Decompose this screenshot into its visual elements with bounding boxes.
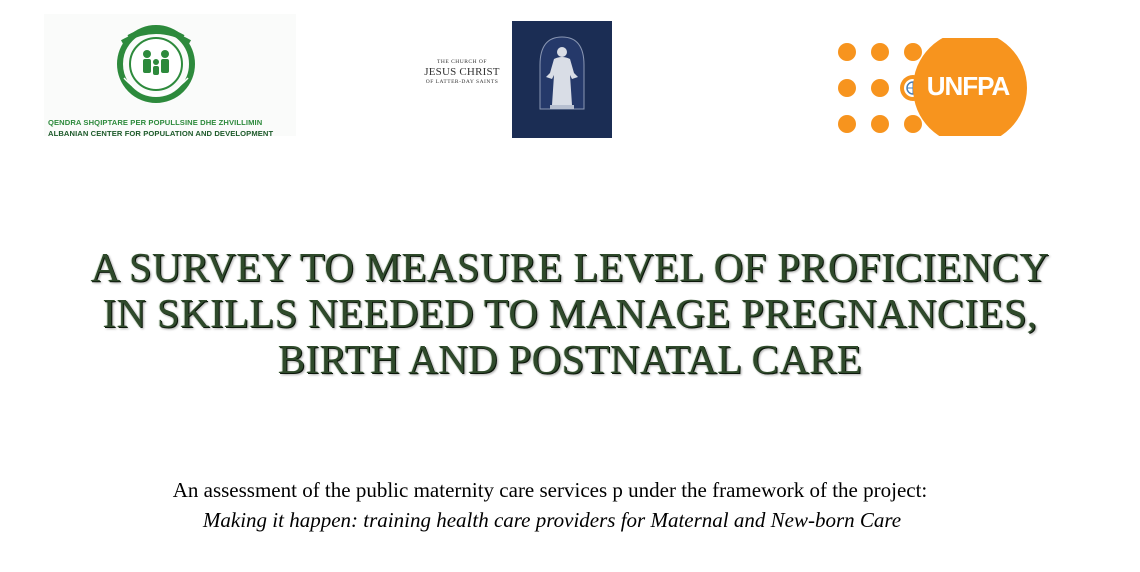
acpd-logo	[44, 14, 296, 136]
church-wordmark	[414, 58, 510, 86]
title-line-2: IN SKILLS NEEDED TO MANAGE PREGNANCIES,	[102, 290, 1038, 336]
church-line-bottom: OF LATTER-DAY SAINTS	[425, 79, 499, 85]
church-line-main: JESUS CHRIST	[424, 66, 500, 78]
unfpa-wordmark: UNFPA	[926, 71, 1010, 101]
acpd-name-english: ALBANIAN CENTER FOR POPULATION AND DEVELOPMENT	[48, 129, 274, 138]
document-title	[20, 244, 1120, 382]
project-name: Making it happen: training health care providers for Maternal and New-born Care	[202, 508, 902, 532]
church-line-top: THE CHURCH OF	[437, 59, 487, 65]
title-line-3: BIRTH AND POSTNATAL CARE	[277, 336, 863, 382]
title-line-1: A SURVEY TO MEASURE LEVEL OF PROFICIENCY	[90, 244, 1050, 290]
acpd-name-albanian: QENDRA SHQIPTARE PER POPULLSINE DHE ZHVILLIMIN	[48, 118, 263, 127]
acpd-emblem-icon	[114, 20, 198, 104]
christus-statue-icon	[512, 21, 612, 138]
document-subtitle: An assessment of the public maternity care services p under the framework of the project:	[172, 478, 928, 502]
church-statue-panel	[512, 21, 612, 138]
